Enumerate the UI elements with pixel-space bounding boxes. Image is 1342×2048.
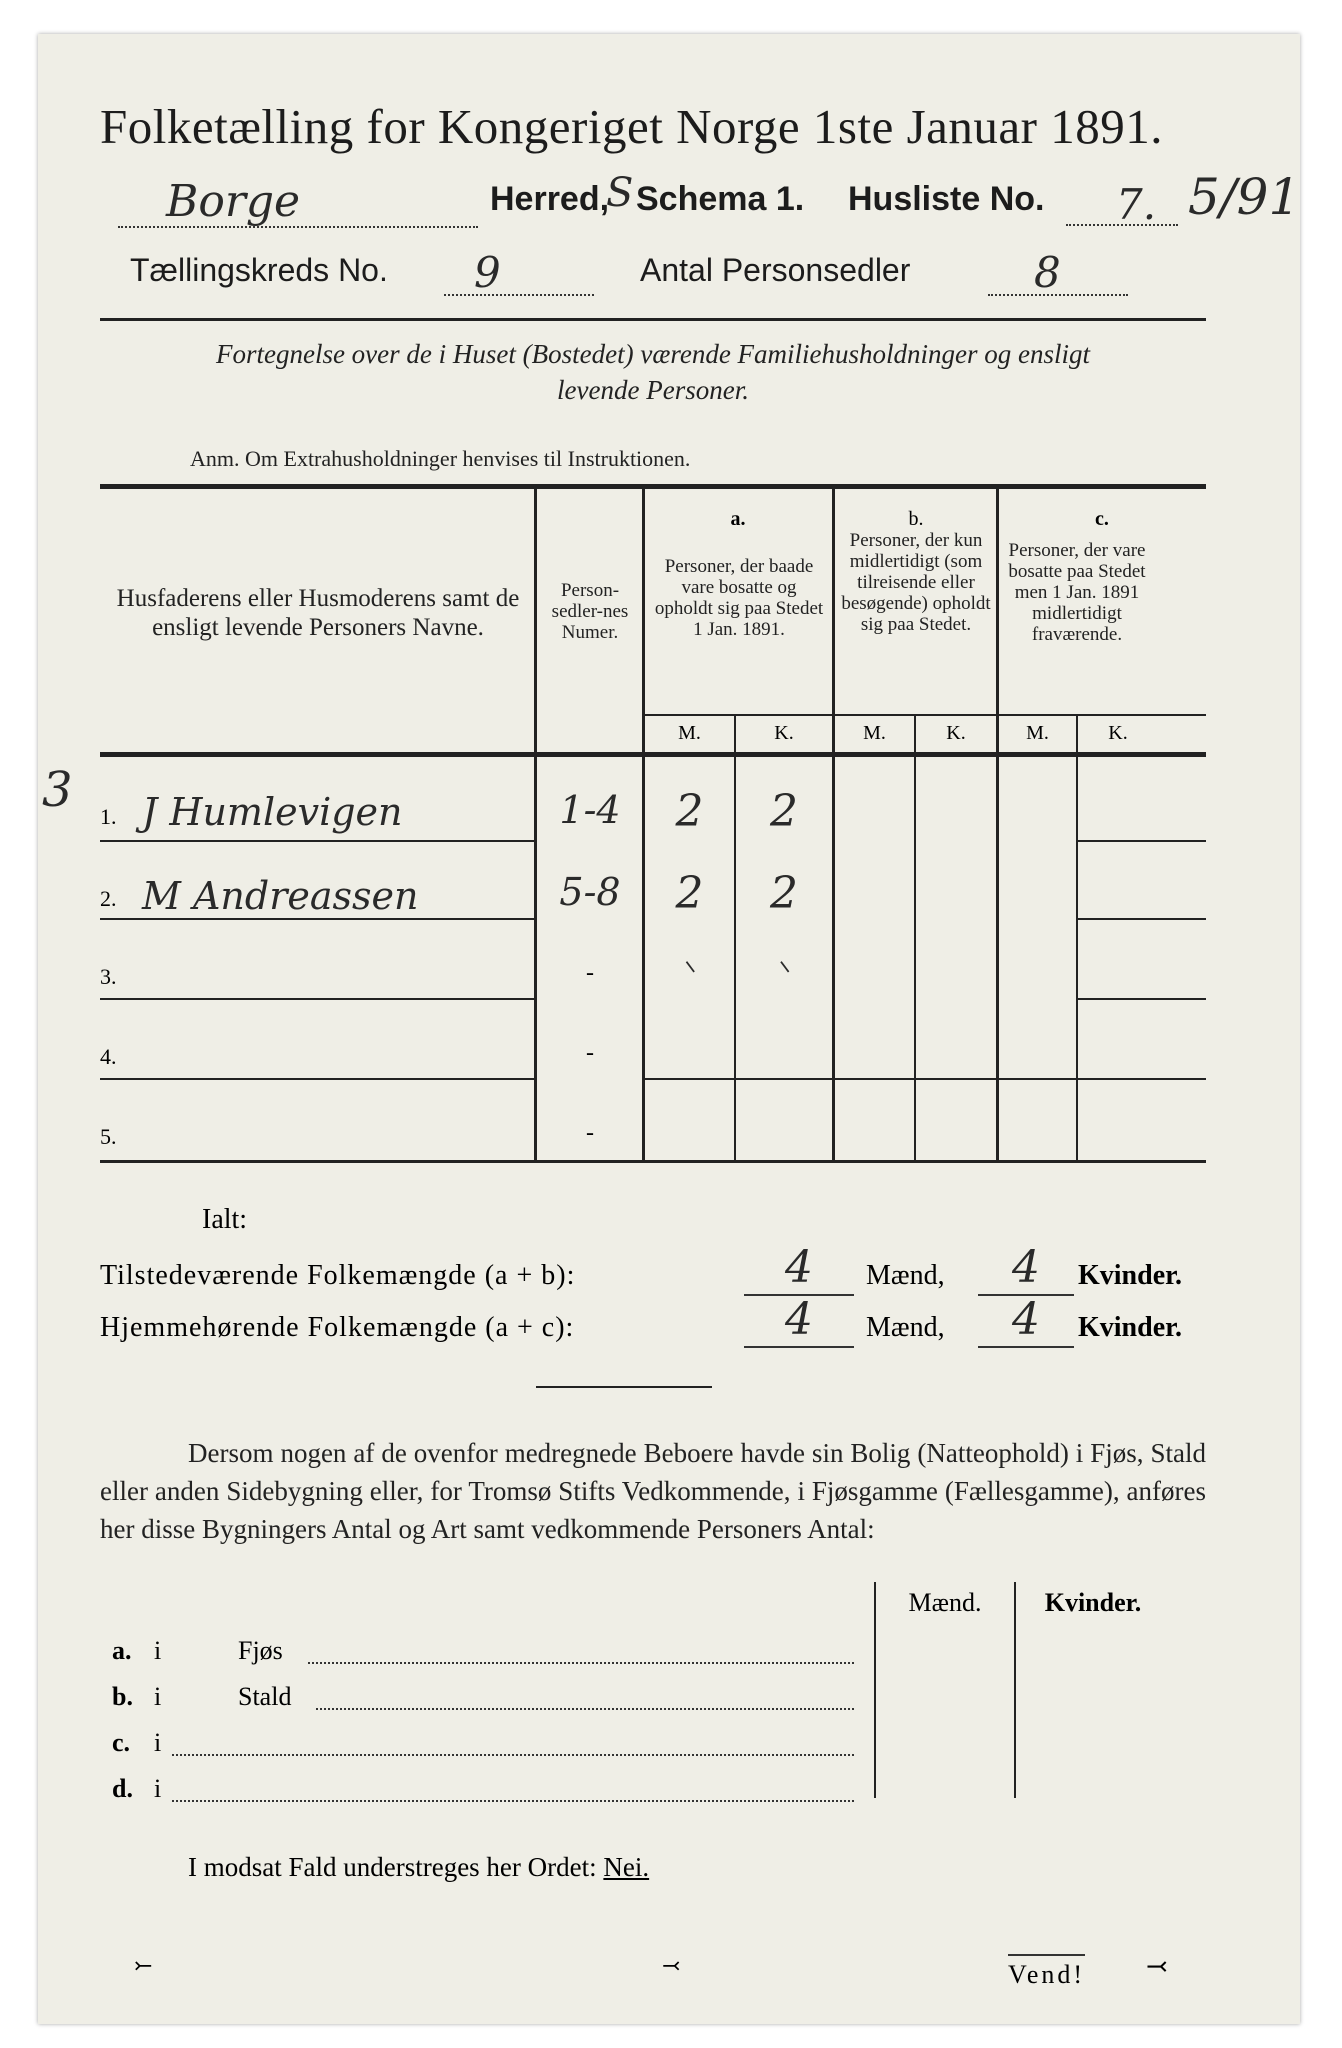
outb-divider-2 (1014, 1582, 1016, 1798)
hjemme-k-field (978, 1294, 1074, 1348)
row-1-numer: 1-4 (559, 788, 621, 832)
row-2-num: 2. (100, 886, 117, 911)
outb-row-a-i: i (154, 1636, 162, 1665)
outb-row-b (112, 1682, 862, 1716)
outb-row-c-i: i (154, 1728, 162, 1757)
col-a-header: Personer, der baade vare bosatte og opholdt sig paa Stedet 1 Jan. 1891. (654, 556, 824, 640)
outb-divider-1 (874, 1582, 876, 1798)
row-3-a-k-tick: ⸜ (776, 943, 792, 978)
row-3-a-m-tick: ⸜ (682, 943, 697, 978)
col-b-header: Personer, der kun midlertidigt (som tilreisende eller besøgende) opholdt sig paa Stedet. (841, 530, 991, 635)
col-b-m: M. (863, 722, 886, 744)
outb-col-maend: Mænd. (908, 1588, 982, 1617)
tilstede-m-value: 4 (785, 1242, 813, 1293)
ialt-label: Ialt: (202, 1204, 248, 1235)
tilstede-label: Tilstedeværende Folkemængde (a + b): (100, 1260, 576, 1291)
intro-line-1: Fortegnelse over de i Huset (Bostedet) værende Familiehusholdninger og ensligt (215, 339, 1091, 369)
bottom-left-mark-icon: ⤚ (134, 1954, 153, 1979)
anm-note: Anm. Om Extrahusholdninger henvises til Instruktionen. (190, 446, 691, 471)
antal-value: 8 (1034, 248, 1061, 297)
outb-row-a-letter: a. (112, 1636, 132, 1665)
hjemme-maend: Mænd, (866, 1312, 945, 1343)
outb-col-kvinder: Kvinder. (1044, 1588, 1142, 1617)
hjemme-label: Hjemmehørende Folkemængde (a + c): (100, 1312, 575, 1343)
margin-mark: 3 (42, 762, 73, 818)
tilstede-m-field (744, 1242, 854, 1296)
row-1-name: J Humlevigen (142, 790, 403, 834)
outb-row-a (112, 1636, 862, 1670)
row-2-numer: 5-8 (559, 870, 621, 914)
row-2-a-m: 2 (675, 868, 704, 919)
col-c-k: K. (1108, 722, 1128, 744)
hjemme-k-value: 4 (1012, 1294, 1040, 1345)
corner-mark-icon: ⤙ (1146, 1952, 1168, 1982)
col-c-m: M. (1026, 722, 1049, 744)
outb-row-d (112, 1774, 862, 1808)
outb-row-d-letter: d. (112, 1774, 133, 1803)
herred-label: Herred, (490, 180, 610, 218)
outb-row-a-label: Fjøs (238, 1636, 283, 1665)
tilstede-k-value: 4 (1012, 1242, 1040, 1293)
form-title: Folketælling for Kongeriget Norge 1ste Januar 1891. (100, 99, 1163, 154)
outb-row-c (112, 1728, 862, 1762)
tilstede-k-field (978, 1242, 1074, 1296)
row-3-num: 3. (100, 964, 117, 989)
bottom-center-mark-icon: ⤙ (662, 1954, 681, 1979)
date-note: 5/91 (1188, 168, 1301, 226)
row-1-num: 1. (100, 804, 117, 829)
census-form-page (38, 34, 1300, 2024)
hjemme-m-value: 4 (785, 1294, 813, 1345)
col-a-letter: a. (730, 508, 746, 530)
hjemme-kvinder: Kvinder. (1078, 1312, 1182, 1343)
row-1-a-k: 2 (770, 786, 798, 837)
footer-prefix: I modsat Fald understreges her Ordet: (188, 1852, 597, 1882)
col-c-letter: c. (1095, 508, 1109, 530)
outb-row-b-label: Stald (238, 1682, 292, 1711)
row-5-numer: - (586, 1120, 594, 1146)
col-a-k: K. (774, 722, 794, 744)
row-4-numer: - (586, 1040, 594, 1066)
intro-line-2: levende Personer. (557, 375, 749, 405)
col-b-letter: b. (908, 508, 924, 530)
col-c-header: Personer, der vare bosatte paa Stedet men 1 Jan. 1891 midlertidigt fraværende. (1008, 540, 1146, 645)
row-2-a-k: 2 (770, 868, 798, 919)
outb-row-d-i: i (154, 1774, 162, 1803)
vend-label: Vend! (1008, 1954, 1085, 1990)
herred-mark: S (606, 170, 634, 216)
footer-note (188, 1852, 649, 1883)
household-table (38, 34, 1300, 1234)
tilstede-kvinder: Kvinder. (1078, 1260, 1182, 1291)
outb-row-b-letter: b. (112, 1682, 133, 1711)
husliste-value: 7. (1116, 180, 1157, 229)
schema-label: Schema 1. (636, 180, 805, 218)
row-4-num: 4. (100, 1044, 117, 1069)
col-a-m: M. (678, 722, 701, 744)
col-names-header: Husfaderens eller Husmoderens samt de ensligt levende Personers Navne. (116, 585, 520, 641)
outbuildings-paragraph: Dersom nogen af de ovenfor medregnede Beboere havde sin Bolig (Natteophold) i Fjøs, Stald eller anden Sidebygning eller, for Tromsø Stifts Vedkommende, i Fjøsgamme (Fællesgamme), anføres her disse Bygningers Antal og Art samt vedkommende Personers Antal: (100, 1438, 1206, 1544)
outb-row-c-letter: c. (112, 1728, 131, 1757)
col-b-k: K. (946, 722, 966, 744)
herred-value: Borge (166, 176, 301, 227)
section-separator (536, 1386, 712, 1388)
row-3-numer: - (586, 960, 594, 986)
row-1-a-m: 2 (675, 786, 704, 837)
row-2-name: M Andreassen (142, 874, 419, 918)
kreds-label: Tællingskreds No. (130, 252, 388, 288)
footer-word: Nei. (603, 1852, 650, 1882)
tilstede-maend: Mænd, (866, 1260, 945, 1291)
hjemme-m-field (744, 1294, 854, 1348)
husliste-label: Husliste No. (848, 180, 1045, 218)
row-5-num: 5. (100, 1124, 117, 1149)
kreds-value: 9 (474, 248, 501, 297)
antal-label: Antal Personsedler (640, 252, 911, 288)
outb-row-b-i: i (154, 1682, 162, 1711)
col-numer-header: Person-sedler-nes Numer. (551, 580, 629, 643)
